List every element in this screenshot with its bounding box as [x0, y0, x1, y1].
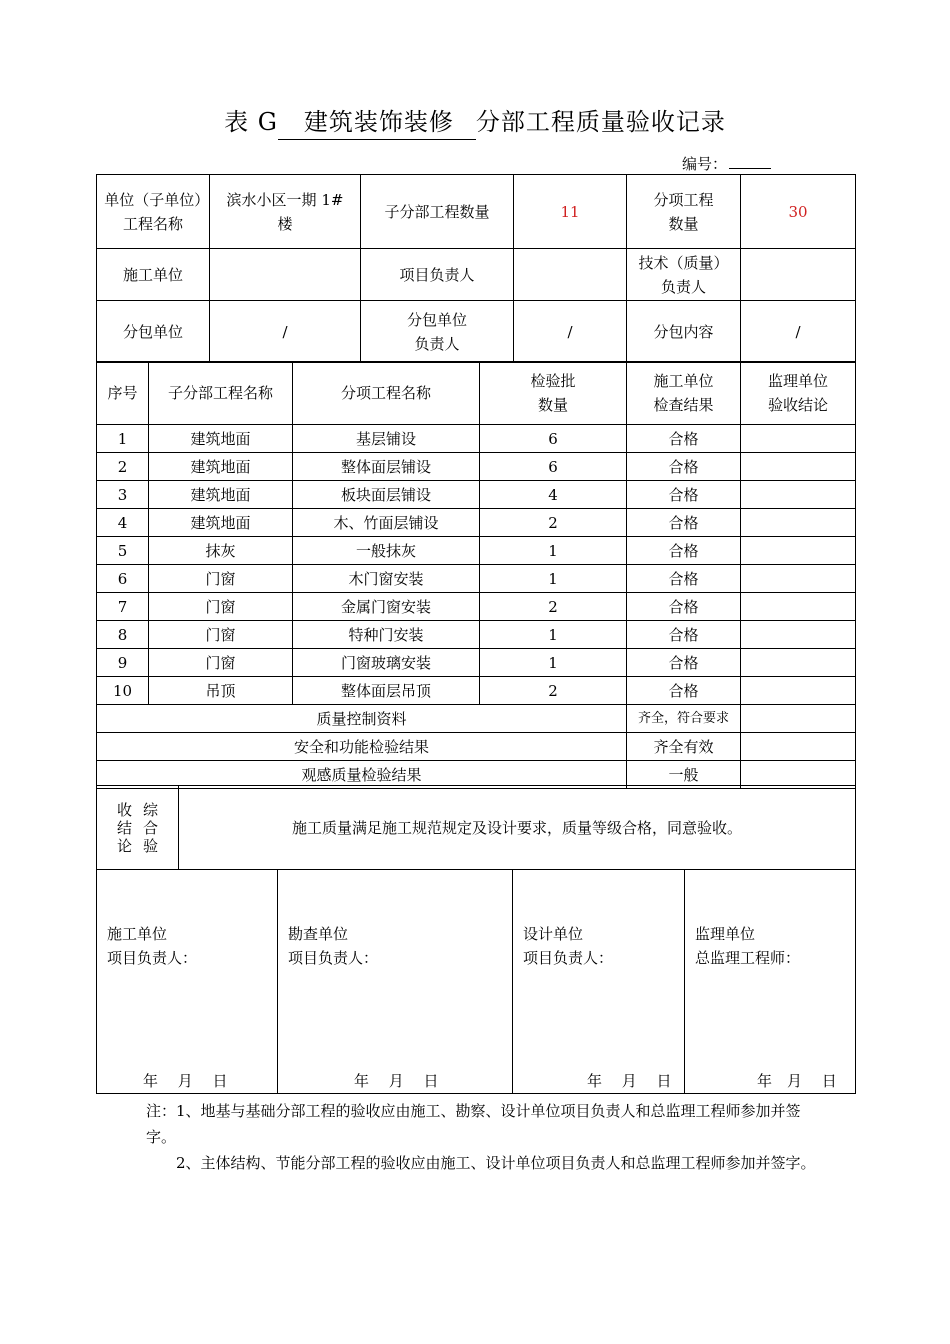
row-item: 金属门窗安装	[293, 593, 480, 621]
summary-result: 齐全有效	[627, 733, 741, 761]
summary-row	[97, 733, 856, 761]
row-item: 整体面层吊顶	[293, 677, 480, 705]
conclusion-label	[97, 786, 179, 870]
row-conclusion[interactable]	[741, 453, 856, 481]
row-count: 6	[480, 453, 627, 481]
pm-value[interactable]	[514, 249, 627, 301]
row-no: 7	[97, 593, 149, 621]
row-conclusion[interactable]	[741, 649, 856, 677]
row-sub: 建筑地面	[149, 425, 293, 453]
row-conclusion[interactable]	[741, 537, 856, 565]
signature-date: 年 月 日	[757, 1072, 837, 1090]
summary-result: 齐全，符合要求	[627, 705, 741, 733]
row-conclusion[interactable]	[741, 593, 856, 621]
col-header-item: 分项工程名称	[293, 362, 480, 425]
row-count: 1	[480, 649, 627, 677]
row-result: 合格	[627, 509, 741, 537]
row-conclusion[interactable]	[741, 677, 856, 705]
table-row	[97, 537, 856, 565]
row-count: 1	[480, 565, 627, 593]
row-no: 5	[97, 537, 149, 565]
row-sub: 门窗	[149, 621, 293, 649]
sub-pm-label: 分包单位负责人	[361, 301, 514, 363]
pm-label: 项目负责人	[361, 249, 514, 301]
signature-role: 项目负责人：	[107, 949, 198, 967]
table-row	[97, 453, 856, 481]
signature-role: 项目负责人：	[288, 949, 379, 967]
row-item: 基层铺设	[293, 425, 480, 453]
item-count-value[interactable]: 30	[741, 175, 856, 249]
row-no: 8	[97, 621, 149, 649]
row-result: 合格	[627, 565, 741, 593]
row-count: 1	[480, 621, 627, 649]
row-no: 6	[97, 565, 149, 593]
title-suffix: 分部工程质量验收记录	[475, 108, 726, 136]
signature-table	[96, 869, 856, 1094]
col-header-result: 施工单位检查结果	[627, 362, 741, 425]
row-result: 合格	[627, 593, 741, 621]
row-count: 6	[480, 425, 627, 453]
col-header-conclusion: 监理单位验收结论	[741, 362, 856, 425]
signature-date: 年 月 日	[587, 1072, 672, 1090]
signature-unit: 施工单位	[107, 925, 168, 943]
row-item: 木、竹面层铺设	[293, 509, 480, 537]
row-no: 4	[97, 509, 149, 537]
sub-content-label: 分包内容	[627, 301, 741, 363]
row-item: 门窗玻璃安装	[293, 649, 480, 677]
signature-role: 项目负责人：	[523, 949, 614, 967]
row-no: 10	[97, 677, 149, 705]
row-item: 板块面层铺设	[293, 481, 480, 509]
serial-blank[interactable]	[729, 168, 771, 169]
table-row	[97, 509, 856, 537]
summary-label: 安全和功能检验结果	[97, 733, 627, 761]
row-conclusion[interactable]	[741, 509, 856, 537]
signature-date: 年 月 日	[143, 1072, 228, 1090]
table-row	[97, 621, 856, 649]
row-item: 一般抹灰	[293, 537, 480, 565]
sub-content-value[interactable]: /	[741, 301, 856, 363]
note-1: 注：1、地基与基础分部工程的验收应由施工、勘察、设计单位项目负责人和总监理工程师参加并签字。	[146, 1102, 801, 1146]
summary-row	[97, 705, 856, 733]
row-conclusion[interactable]	[741, 565, 856, 593]
row-sub: 建筑地面	[149, 481, 293, 509]
row-item: 特种门安装	[293, 621, 480, 649]
summary-conclusion[interactable]	[741, 733, 856, 761]
table-row	[97, 481, 856, 509]
title-project-name: 建筑装饰装修	[278, 102, 476, 140]
row-no: 3	[97, 481, 149, 509]
signature-unit: 监理单位	[695, 925, 756, 943]
signature-date: 年 月 日	[354, 1072, 439, 1090]
signature-unit: 勘查单位	[288, 925, 349, 943]
row-conclusion[interactable]	[741, 481, 856, 509]
items-table	[96, 361, 856, 789]
row-result: 合格	[627, 481, 741, 509]
unit-name-value[interactable]: 滨水小区一期 1#楼	[210, 175, 361, 249]
signature-survey[interactable]	[278, 870, 513, 1094]
subcontractor-label: 分包单位	[97, 301, 210, 363]
row-count: 4	[480, 481, 627, 509]
conclusion-text[interactable]: 施工质量满足施工规范规定及设计要求，质量等级合格，同意验收。	[179, 786, 856, 870]
row-result: 合格	[627, 425, 741, 453]
item-count-label: 分项工程数量	[627, 175, 741, 249]
notes	[146, 1098, 826, 1176]
col-header-sub: 子分部工程名称	[149, 362, 293, 425]
constructor-value[interactable]	[210, 249, 361, 301]
row-result: 合格	[627, 677, 741, 705]
table-row	[97, 425, 856, 453]
row-sub: 抹灰	[149, 537, 293, 565]
title-prefix: 表 G	[224, 108, 278, 136]
row-count: 2	[480, 509, 627, 537]
table-row	[97, 565, 856, 593]
serial-label: 编号：	[682, 155, 728, 173]
serial-number	[682, 153, 771, 174]
row-result: 合格	[627, 621, 741, 649]
row-item: 木门窗安装	[293, 565, 480, 593]
row-result: 合格	[627, 649, 741, 677]
row-count: 1	[480, 537, 627, 565]
row-sub: 吊顶	[149, 677, 293, 705]
signature-role: 总监理工程师：	[695, 949, 801, 967]
table-row	[97, 677, 856, 705]
row-count: 2	[480, 677, 627, 705]
row-no: 9	[97, 649, 149, 677]
tech-label: 技术（质量）负责人	[627, 249, 741, 301]
sub-pm-value[interactable]: /	[514, 301, 627, 363]
sub-count-label: 子分部工程数量	[361, 175, 514, 249]
row-conclusion[interactable]	[741, 621, 856, 649]
page-title	[0, 102, 950, 140]
constructor-label: 施工单位	[97, 249, 210, 301]
row-sub: 门窗	[149, 649, 293, 677]
row-sub: 门窗	[149, 565, 293, 593]
summary-label: 质量控制资料	[97, 705, 627, 733]
subcontractor-value[interactable]: /	[210, 301, 361, 363]
conclusion-table	[96, 785, 856, 870]
table-row	[97, 649, 856, 677]
summary-result: 一般	[627, 761, 741, 789]
conclusion-label-col2: 综合验	[142, 800, 158, 855]
row-no: 1	[97, 425, 149, 453]
unit-name-label: 单位（子单位）工程名称	[97, 175, 210, 249]
items-header-row	[97, 362, 856, 425]
summary-label: 观感质量检验结果	[97, 761, 627, 789]
tech-value[interactable]	[741, 249, 856, 301]
row-result: 合格	[627, 537, 741, 565]
note-2: 2、主体结构、节能分部工程的验收应由施工、设计单位项目负责人和总监理工程师参加并签字。	[176, 1154, 816, 1172]
signature-constructor[interactable]	[97, 870, 278, 1094]
col-header-count: 检验批数量	[480, 362, 627, 425]
row-count: 2	[480, 593, 627, 621]
col-header-no: 序号	[97, 362, 149, 425]
table-row	[97, 593, 856, 621]
row-conclusion[interactable]	[741, 425, 856, 453]
row-sub: 建筑地面	[149, 453, 293, 481]
signature-supervisor[interactable]	[685, 870, 856, 1094]
signature-design[interactable]	[513, 870, 685, 1094]
row-result: 合格	[627, 453, 741, 481]
sub-count-value[interactable]: 11	[514, 175, 627, 249]
row-sub: 建筑地面	[149, 509, 293, 537]
row-sub: 门窗	[149, 593, 293, 621]
signature-unit: 设计单位	[523, 925, 584, 943]
header-table	[96, 174, 856, 363]
row-item: 整体面层铺设	[293, 453, 480, 481]
conclusion-label-col1: 收结论	[116, 800, 132, 855]
row-no: 2	[97, 453, 149, 481]
summary-conclusion[interactable]	[741, 705, 856, 733]
